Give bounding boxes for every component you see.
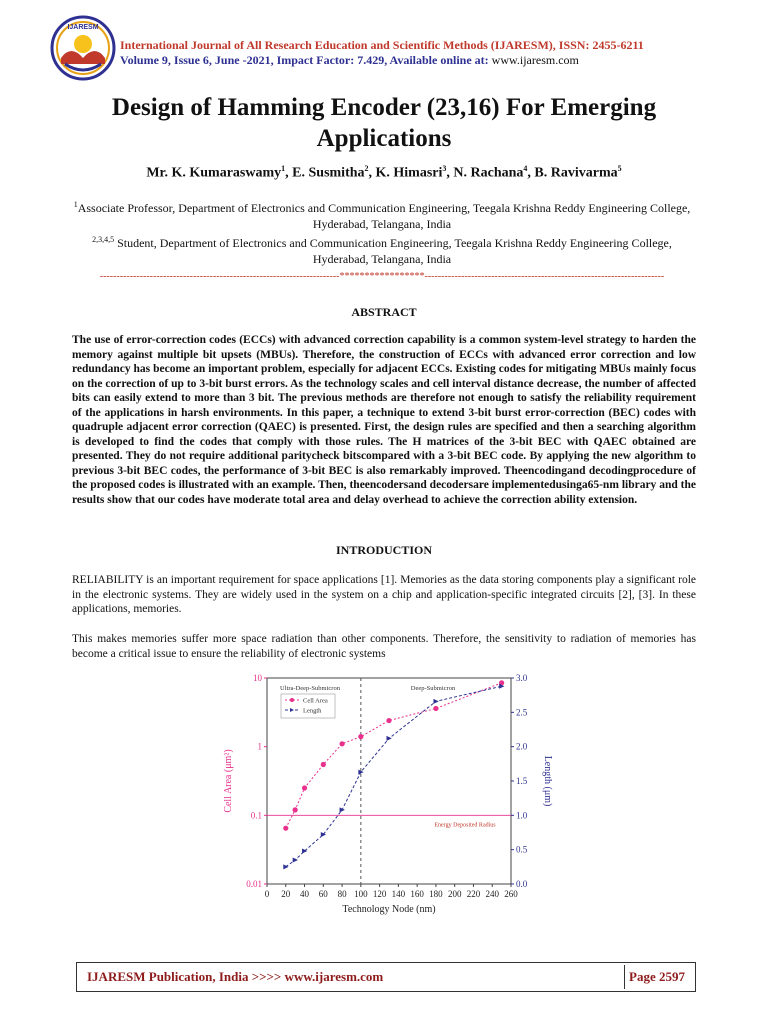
- author-name: N. Rachana: [453, 165, 524, 181]
- x-tick-label: 180: [429, 889, 443, 899]
- affiliation-2: $^{2,3,4,5}$ Student, Department of Electronics and Communication Engineering, Teegala Krishna Reddy Engineering College, Hyderabad, Telangana, India: [92, 235, 672, 266]
- author-name: E. Susmitha: [292, 165, 365, 181]
- author-affiliation-mark: 1: [281, 164, 286, 173]
- x-tick-label: 140: [391, 889, 406, 899]
- y-right-tick-label: 0.5: [516, 844, 528, 855]
- data-point-length: [387, 736, 392, 741]
- x-axis-label: Technology Node (nm): [342, 904, 436, 915]
- y-right-tick-label: 1.0: [516, 810, 528, 821]
- section-divider: ------------------------------------------------------------------------*****************------------------------------------------------------------------------: [99, 271, 665, 282]
- region-label-deep: Deep-Submicron: [410, 685, 456, 692]
- y-left-axis-label: Cell Area (μm²): [223, 749, 234, 813]
- legend-label: Length: [303, 707, 322, 715]
- data-point-length: [321, 832, 326, 837]
- author-name: B. Ravivarma: [534, 165, 618, 181]
- data-point-cell-area: [293, 807, 298, 812]
- x-tick-label: 240: [485, 889, 499, 899]
- affiliation-1: $^1$Associate Professor, Department of Electronics and Communication Engineering, Teegala Krishna Reddy Engineering College, Hyderabad, Telangana, India: [73, 200, 691, 231]
- x-tick-label: 100: [354, 889, 368, 899]
- page-footer: [76, 962, 696, 992]
- x-tick-label: 120: [372, 889, 387, 899]
- introduction-heading: INTRODUCTION: [335, 543, 432, 557]
- x-tick-label: 40: [300, 889, 310, 899]
- author-name: Mr. K. Kumaraswamy: [146, 165, 282, 181]
- data-point-cell-area: [358, 734, 363, 739]
- y-right-tick-label: 0.0: [516, 879, 528, 889]
- author-affiliation-mark: 2: [364, 164, 369, 173]
- journal-header: [120, 38, 644, 68]
- footer-separator: [624, 965, 625, 989]
- author-list: Mr. K. Kumaraswamy$^1$, E. Susmitha$^2$, K. Himasri$^3$, N. Rachana$^4$, B. Ravivarma$^5$: [146, 164, 622, 181]
- y-left-tick-label: 1: [257, 741, 262, 752]
- data-point-cell-area: [283, 826, 288, 831]
- intro-paragraph-2: This makes memories suffer more space radiation than other components. Therefore, the sensitivity to radiation of memories has become a critical issue to ensure the reliability of electronic systems: [72, 633, 696, 660]
- y-left-tick-label: 0.01: [246, 879, 262, 889]
- x-tick-label: 60: [318, 889, 328, 899]
- author-affiliation-mark: 3: [442, 164, 447, 173]
- paper-title: Design of Hamming Encoder (23,16) For Emerging Applications: [111, 94, 657, 152]
- legend-marker-cell-area: [290, 698, 294, 702]
- issue-info: Volume 9, Issue 6, June -2021, Impact Factor: 7.429, Available online at:: [120, 53, 492, 67]
- x-tick-label: 260: [504, 889, 518, 899]
- x-tick-label: 220: [466, 889, 481, 899]
- data-point-length: [340, 807, 345, 812]
- y-right-tick-label: 2.0: [516, 741, 528, 752]
- y-right-tick-label: 1.5: [516, 776, 528, 786]
- x-tick-label: 200: [447, 889, 462, 899]
- region-label-ultra-deep: Ultra-Deep-Submicron: [280, 685, 340, 692]
- y-right-tick-label: 3.0: [516, 673, 528, 683]
- abstract-heading: ABSTRACT: [351, 305, 417, 319]
- data-point-cell-area: [321, 762, 326, 767]
- page-number: Page 2597: [629, 969, 685, 984]
- journal-name: International Journal of All Research Education and Scientific Methods (IJARESM), ISSN: 2455-6211: [120, 38, 644, 52]
- data-point-length: [433, 699, 438, 704]
- cell-area-length-chart: [215, 666, 555, 926]
- reference-line-label: Energy Deposited Radius: [434, 822, 496, 829]
- y-left-tick-label: 0.1: [250, 810, 262, 821]
- author-affiliation-mark: 5: [617, 164, 622, 173]
- journal-logo: [47, 14, 119, 82]
- footer-publisher: IJARESM Publication, India >>>> www.ijaresm.com: [87, 969, 384, 984]
- x-tick-label: 20: [281, 889, 291, 899]
- data-point-length: [293, 857, 298, 862]
- abstract-text: The use of error-correction codes (ECCs) with advanced correction capability is a common system-level strategy to harden the memory against multiple bit upsets (MBUs). Therefore, the construction of ECCs with advanced error correction and low redundancy has become an important problem, especially for adjacent ECCs. Existing codes for mitigating MBUs mainly focus on the correction of up to 3-bit burst errors. As the technology scales and cell interval distance decrease, the number of affected bits can easily extend to more than 3 bit. The previous methods are therefore not enough to satisfy the reliability requirement of the applications in harsh environments. In this paper, a technique to extend 3-bit burst error-correction (BEC) codes with quadruple adjacent error correction (QAEC) is presented. First, the design rules are specified and then a searching algorithm is developed to find the codes that comply with those rules. The H matrices of the 3-bit BEC with QAEC obtained are presented. They do not require additional paritycheck bitscompared with a 3-bit BEC code. By applying the new algorithm to previous 3-bit BEC codes, the performance of 3-bit BEC is also remarkably improved. Theencodingand decodingprocedure of the proposed codes is illustrated with an example. Then, theencodersand decodersare implementedusinga65-nm library and the results show that our codes have moderate total area and delay overhead to achieve the correction ability extension.: [72, 334, 696, 506]
- journal-url[interactable]: www.ijaresm.com: [491, 53, 579, 67]
- journal-issue: [120, 53, 644, 68]
- x-tick-label: 80: [337, 889, 347, 899]
- data-point-cell-area: [433, 706, 438, 711]
- x-tick-label: 0: [264, 889, 270, 899]
- x-tick-label: 160: [410, 889, 424, 899]
- author-name: K. Himasri: [375, 165, 443, 181]
- data-point-cell-area: [386, 718, 391, 723]
- affiliations: [72, 197, 692, 267]
- logo-text: IJARESM: [67, 24, 99, 31]
- legend-label: Cell Area: [303, 697, 328, 705]
- data-point-cell-area: [339, 741, 344, 746]
- author-affiliation-mark: 4: [523, 164, 528, 173]
- intro-paragraph-1: RELIABILITY is an important requirement for space applications [1]. Memories as the data storing components play a significant role in the electronic systems. They are widely used in the system on a chip and application-specific integrated circuits [2], [3]. In these applications, memories.: [72, 574, 696, 615]
- y-right-tick-label: 2.5: [516, 707, 528, 718]
- data-point-cell-area: [302, 785, 307, 790]
- y-right-axis-label: Length (μm): [542, 755, 553, 807]
- y-left-tick-label: 10: [253, 673, 262, 683]
